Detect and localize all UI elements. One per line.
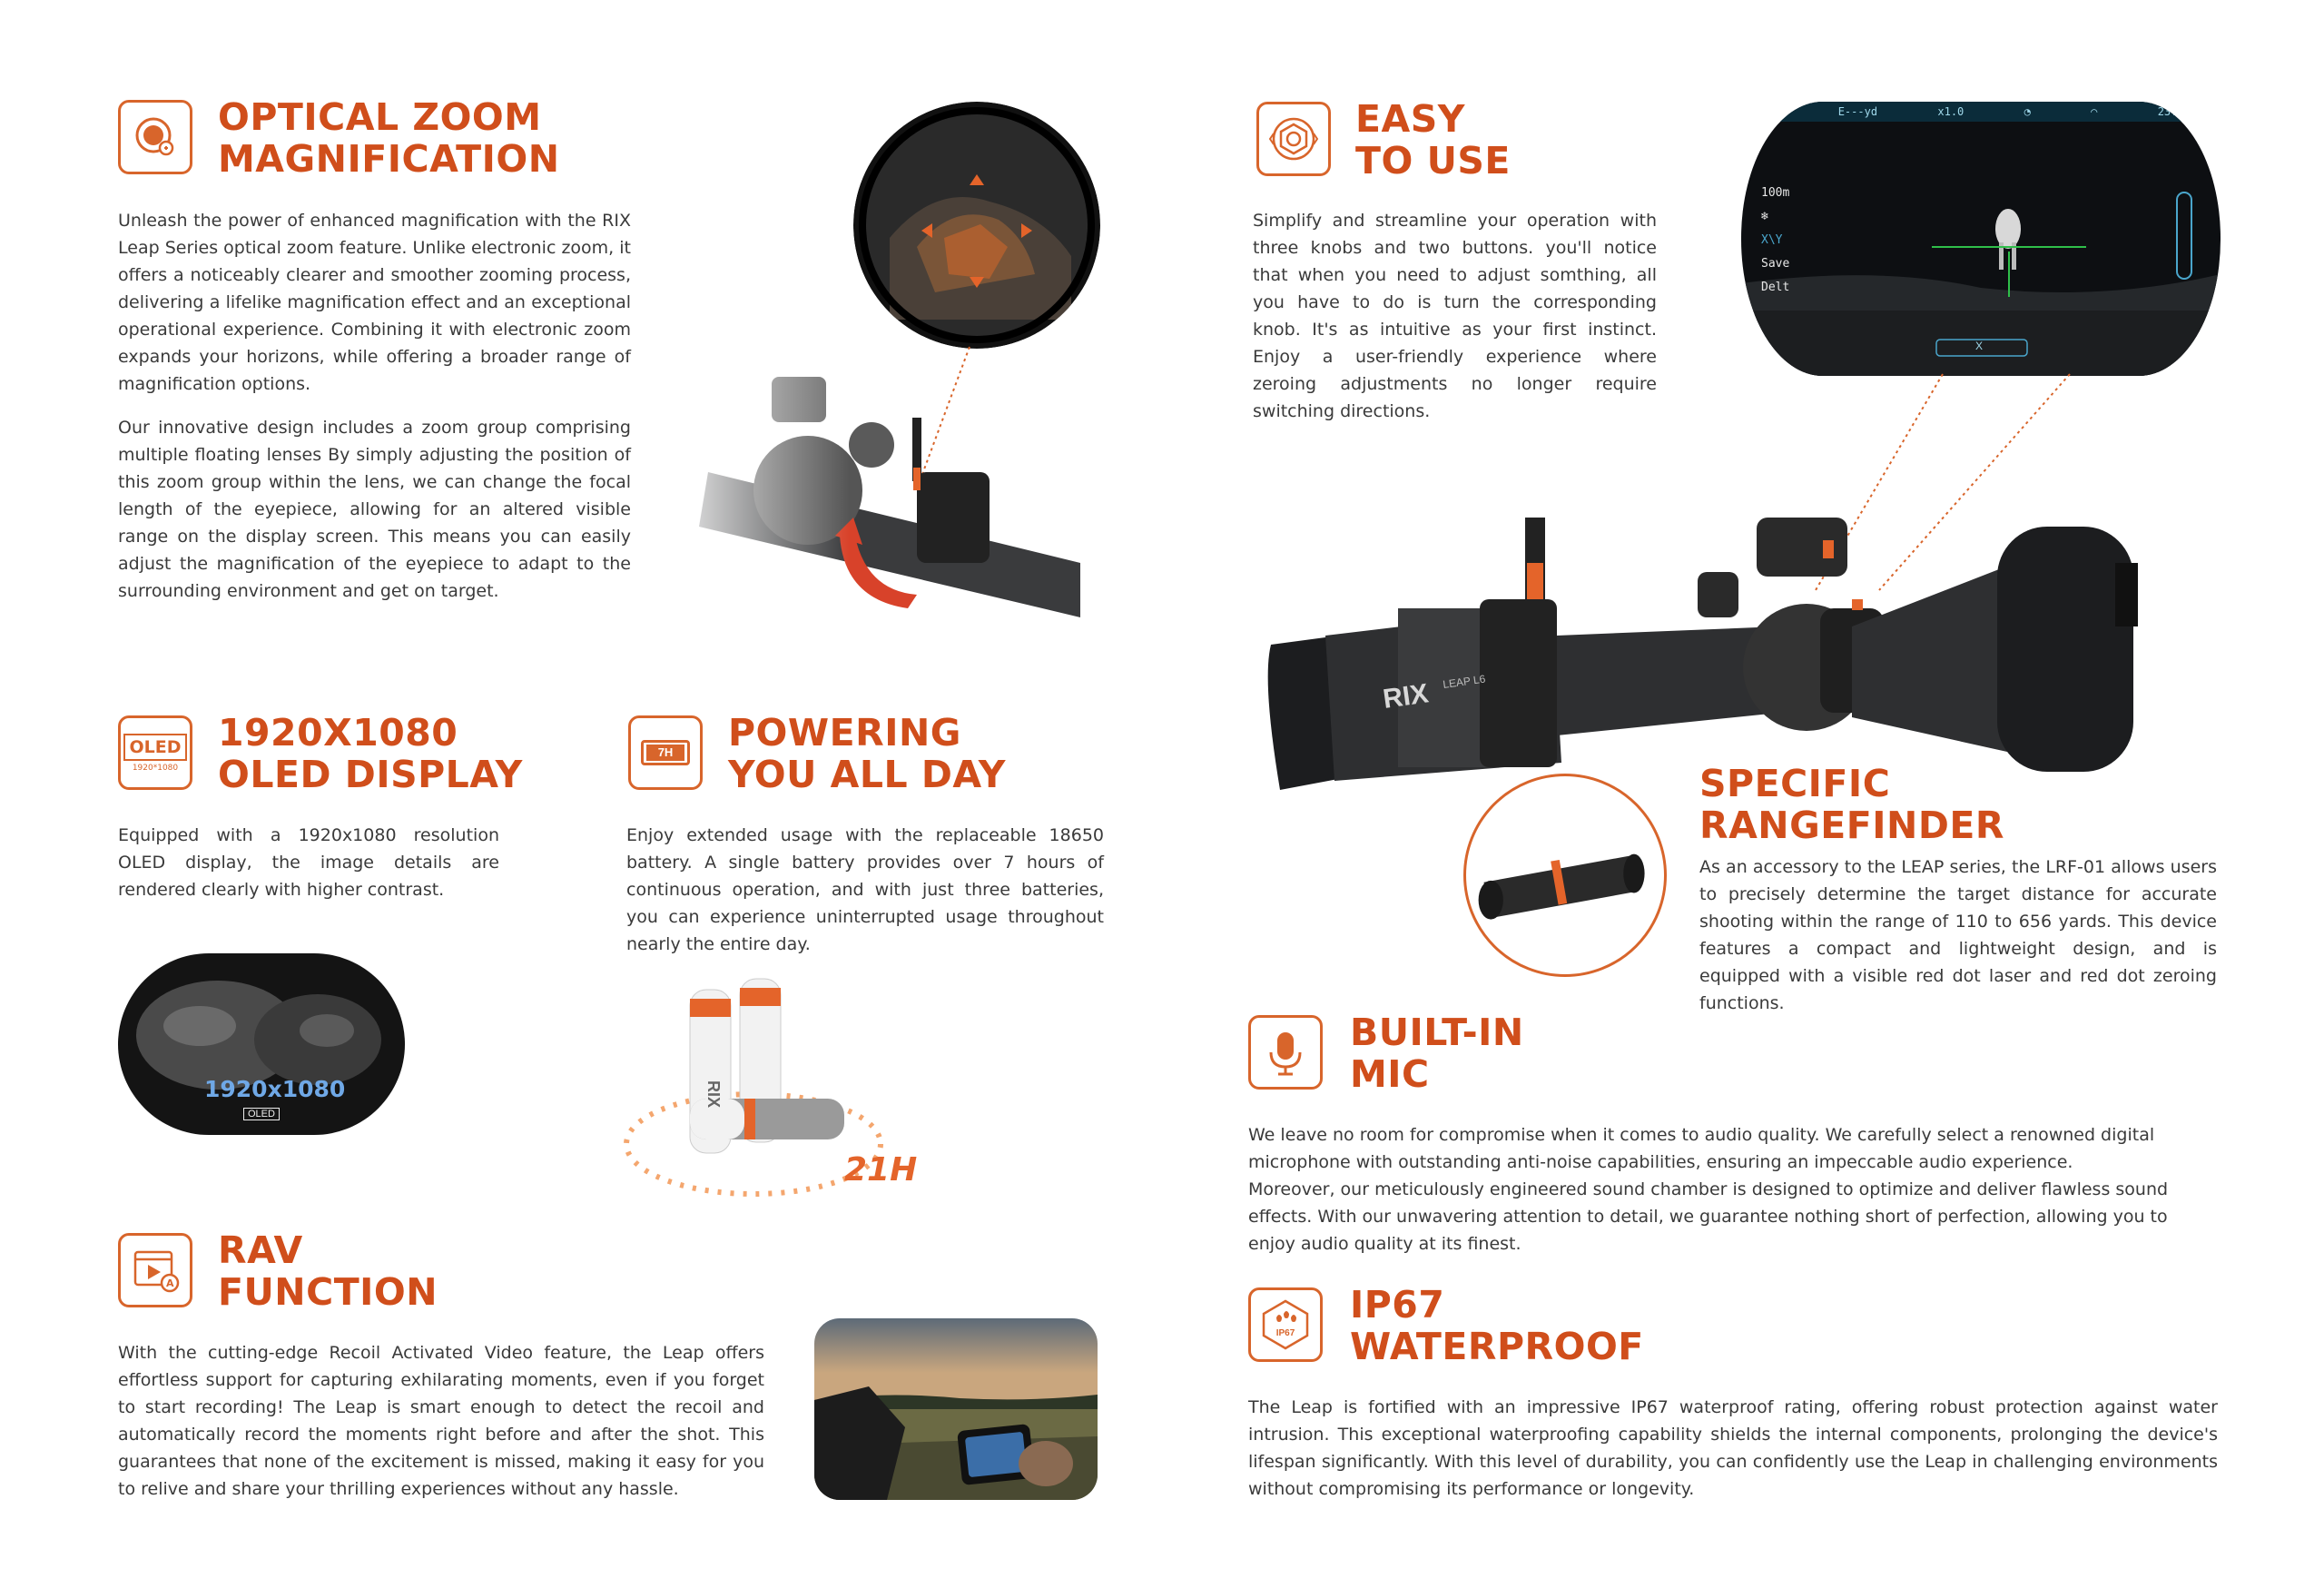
menu-delete: Delt <box>1761 281 1790 294</box>
rangefinder-image <box>1463 774 1667 977</box>
mic-text: We leave no room for compromise when it comes to audio quality. We carefully select a renowned digital microphone with outstanding anti-noise capabilities, ensuring an impeccable audio experience. Moreover, our meticulously engineered sound chamber is designed to optimize and deliver flawless sound effects. With our unwavering attention to detail, we guarantee nothing short of perfection, allowing you to enjoy audio quality at its finest. <box>1248 1125 2169 1254</box>
oled-resolution-label: 1920x1080 <box>204 1076 346 1102</box>
status-wifi-icon: ◠ <box>2091 105 2098 118</box>
menu-save: Save <box>1761 257 1790 271</box>
mic-icon-box <box>1248 1015 1323 1090</box>
waterproof-title: IP67 WATERPROOF <box>1350 1283 1644 1368</box>
screen-bottom-label: X <box>1975 340 1984 352</box>
main-scope-image <box>1253 508 2170 799</box>
menu-snowflake: ❄ <box>1761 210 1768 223</box>
video-icon <box>128 1243 182 1297</box>
oled-badge: OLED <box>243 1108 280 1120</box>
easy-to-use-title: EASY TO USE <box>1355 97 1511 182</box>
oled-title: 1920X1080 OLED DISPLAY <box>218 711 523 796</box>
status-time: 23:07 <box>2157 105 2191 118</box>
knob-icon <box>1266 112 1321 166</box>
battery-image <box>617 972 917 1208</box>
magnifier-icon <box>128 110 182 164</box>
battery-icon: 7H <box>641 740 690 765</box>
waterproof-icon: IP67 <box>1258 1297 1313 1352</box>
power-text: Enjoy extended usage with the replaceable 18650 battery. A single battery provides over 7 hours of continuous operation, and with just three batteries, you can experience uninterrupted usage throughout nearly the entire day. <box>626 825 1104 954</box>
battery-brand: RIX <box>704 1080 723 1109</box>
rav-field-photo <box>814 1318 1098 1500</box>
status-sun-icon: ✹ <box>1771 105 1778 118</box>
mic-title: BUILT-IN MIC <box>1350 1011 1524 1096</box>
rav-title: RAV FUNCTION <box>218 1228 438 1314</box>
waterproof-text: The Leap is fortified with an impressive IP67 waterproof rating, offering robust protection against water intrusion. This exceptional waterproofing capability shields the internal components, prolonging the device's lifespan significantly. With this level of durability, you can confidently use the Leap in challenging environments without compromising its performance or longevity. <box>1248 1397 2218 1499</box>
status-range: E---yd <box>1837 105 1878 118</box>
rangefinder-title: SPECIFIC RANGEFINDER <box>1699 762 2004 847</box>
easy-to-use-text: Simplify and streamline your operation with three knobs and two buttons. you'll notice that when you need to adjust somthing, all you have to do is turn the corresponding knob. It's as intuitive as your first instinct. Enjoy a user-friendly experience where zeroing adjustments no longer require switching directions. <box>1253 211 1657 421</box>
menu-xy: X\Y <box>1761 233 1783 247</box>
battery-hours-label: 21H <box>844 1151 917 1189</box>
power-icon-box <box>628 715 703 790</box>
waterproof-icon-box <box>1248 1287 1323 1362</box>
optical-zoom-title: OPTICAL ZOOM MAGNIFICATION <box>218 95 560 181</box>
easy-to-use-icon-box <box>1256 102 1331 176</box>
oled-sample-image <box>118 953 405 1135</box>
oled-text: Equipped with a 1920x1080 resolution OLED display, the image details are rendered clearly with higher contrast. <box>118 825 499 900</box>
menu-range: 100m <box>1761 186 1790 200</box>
rav-text: With the cutting-edge Recoil Activated Video feature, the Leap offers effortless support for capturing exhilarating moments, even if you forget to start recording! The Leap is smart enough to detect the recoil and automatically record the moments right before and after the shot. This guarantees that none of the excitement is missed, making it easy for you to relive and share your thrilling experiences without any hassle. <box>118 1343 764 1499</box>
zoom-thermal-view <box>853 102 1100 349</box>
svg-text:A: A <box>166 1277 174 1289</box>
status-mode-icon: ◔ <box>2024 105 2031 118</box>
rav-icon-box <box>118 1233 192 1307</box>
optical-zoom-icon-box <box>118 100 192 174</box>
scope-brand: RIX <box>1381 678 1431 715</box>
oled-icon-box <box>118 715 192 790</box>
optical-zoom-text: Unleash the power of enhanced magnification with the RIX Leap Series optical zoom feature. Unlike electronic zoom, it offers a noticeably clearer and smoother zooming process, delivering a lifelike magnification effect and an exceptional operational experience. Combining it with electronic zoom expands your horizons, while offering a broader range of magnification options. Our innovative design includes a zoom group comprising multiple floating lenses By simply adjusting the position of this zoom group within the lens, we can change the focal length of the eyepiece, allowing for an altered visible range on the display screen. This means you can easily adjust the magnification of the eyepiece to adapt to the surrounding environment and get on target. <box>118 211 631 601</box>
scope-model: LEAP L6 <box>1442 672 1487 691</box>
scope-display-screen <box>1741 102 2221 376</box>
power-title: POWERING YOU ALL DAY <box>728 711 1006 796</box>
oled-icon: OLED 1920*1080 <box>123 734 186 773</box>
zoom-ring-closeup <box>654 354 1089 626</box>
rangefinder-text: As an accessory to the LEAP series, the LRF-01 allows users to precisely determine the target distance for accurate shooting within the range of 110 to 656 yards. This device features a compact and lightweight design, and is equipped with a visible red dot laser and red dot zeroing functions. <box>1699 857 2217 1013</box>
microphone-icon <box>1258 1025 1313 1080</box>
status-zoom: x1.0 <box>1937 105 1965 118</box>
